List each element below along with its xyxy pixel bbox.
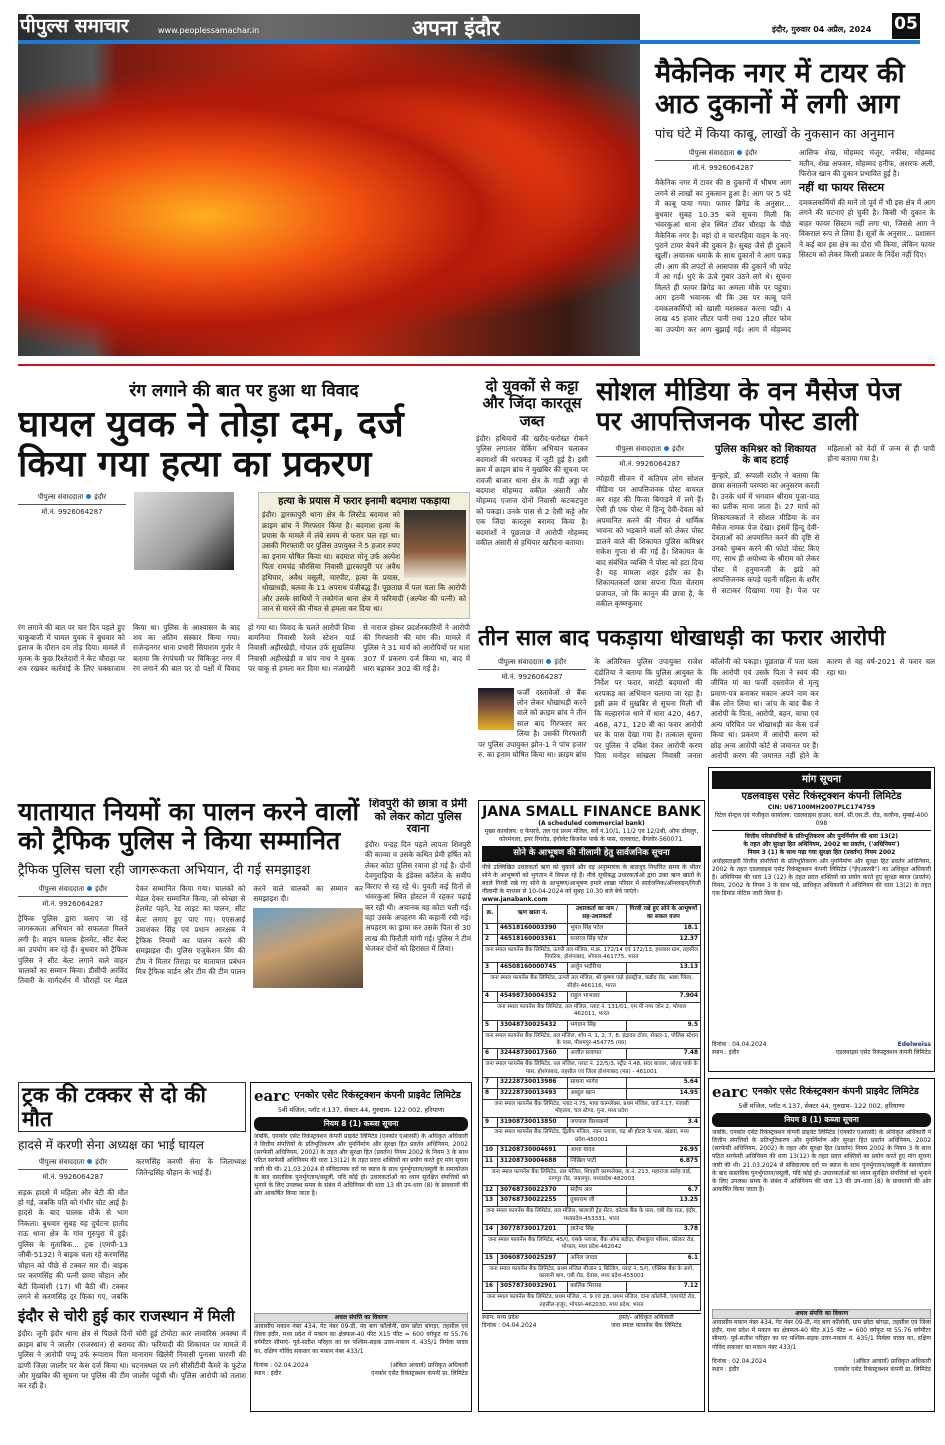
- story-traffic-police: [18, 798, 363, 988]
- notice-signatory: एडलवाइस एसेट रिकंस्ट्रक्शन कंपनी लिमिटेड: [835, 1048, 931, 1056]
- cell-no: 12: [483, 1185, 498, 1196]
- branch-address: जना स्माल फायनेंस बैंक लिमिटेड, तल मंजिल, बालाजी ट्रेड सेंटर, कोटक बैंक के पास, एबी रोड राऊ, इंदौर, मध्यप्रदेश-453331, भारत: [483, 1207, 701, 1225]
- notice-signatory: (अंकित आचार्य) प्राधिकृत अधिकारी: [390, 1361, 468, 1369]
- section-divider: [18, 364, 935, 366]
- cell-acct: 30778730017201: [497, 1225, 567, 1236]
- branch-address-row: [483, 1060, 701, 1078]
- branch-address-row: [483, 1099, 701, 1117]
- table-row: [483, 1078, 701, 1089]
- bank-name: JANA SMALL FINANCE BANK: [482, 804, 701, 820]
- dot-icon: [86, 494, 91, 499]
- table-row: [483, 934, 701, 945]
- table-row: [483, 1185, 701, 1196]
- dot-icon: [737, 150, 742, 155]
- cell-no: 1: [483, 923, 498, 934]
- property-title: अचल संपत्ति का विवरण: [712, 1309, 931, 1319]
- cell-no: 5: [483, 1020, 498, 1031]
- table-row: [483, 1282, 701, 1293]
- table-row: [483, 1225, 701, 1236]
- cell-name: राहुल भाभवार: [568, 992, 626, 1003]
- cell-name: संदीप आर: [568, 1185, 626, 1196]
- branch-address-row: [483, 1167, 701, 1185]
- cell-acct: 30768730022370: [497, 1185, 567, 1196]
- story-cartridge-seized: [476, 378, 588, 549]
- reporter: पीपुल्स संवाददाता: [497, 658, 544, 667]
- notice-place: स्थान : इंदौर: [712, 1365, 739, 1373]
- article-body-2: दमकलकर्मियों की मानें तो पूर्व में भी इस क्षेत्र में आग लगने की घटनाएं हो चुकी है। किसी भी दुकान के बाहर फायर सिस्टम नहीं लगा था, जिससे आग ने विकराल रूप ले लिया है। सूत्रों के अनुसार... प्रशासन ने कई बार इस क्षेत्र का दौरा भी किया, लेकिन फायर सिस्टम को लेकर किसी प्रकार के निर्देश नहीं दिए।: [799, 198, 935, 260]
- cell-wt: 6.875: [626, 1156, 700, 1167]
- cell-acct: 32448730017360: [497, 1049, 567, 1060]
- cell-wt: 6.1: [626, 1253, 700, 1264]
- newspaper-logo: पीपुल्स समाचार: [20, 15, 129, 37]
- table-row: [483, 1117, 701, 1128]
- headline: मैकेनिक नगर में टायर की आठ दुकानों में लगी आग: [655, 58, 905, 121]
- notice-signatory: हस्ते/- अधिकृत अधिकारी: [618, 1314, 674, 1322]
- cell-name: अब्दुल खान: [568, 1088, 626, 1099]
- city: इंदौर: [95, 884, 107, 893]
- company-name: एनकोर एसेट रिकंस्ट्रक्शन कंपनी प्राइवेट लिमिटेड: [752, 1085, 919, 1097]
- cell-wt: 13.13: [626, 963, 700, 974]
- notice-body: जबकि, एनकोर एसेट रिकंस्ट्रक्शन कंपनी प्राइवेट लिमिटेड (एनकोर एआरसी) के अधिकृत अधिकारी ने वित्तीय संपत्तियों के प्रतिभूतिकरण और पुनर्निर्माण और सुरक्षा हित प्रवर्तन अधिनियम, 2002 (सरफेसी अधिनियम, 2002) के तहत और सुरक्षा हित (प्रवर्तन) नियम 2002 के नियम 3 के साथ पठित सरफेसी अधिनियम की धारा 13(12) के तहत प्रदत्त शक्तियों का प्रयोग करते हुए मांग सूचना जारी की थी। 21.03.2024 से संविदात्मक दरों पर ब्याज के साथ पुनर्भुगतान/वसूली के समायोजन के बाद वास्तविक पुनर्भुगतान/वसूली, यदि कोई हो। उधारकर्ताओं का ध्यान सुरक्षित संपत्तियों को भुनाने के लिए उपलब्ध समय के संबंध में अधिनियम की धारा 13 की उप-धारा (8) के प्रावधानों की ओर आकर्षित किया जाता है।: [254, 1133, 468, 1197]
- article-body: ट्रैफिक पुलिस द्वारा चलाए जा रहे जागरूकता अभियान को सफलता मिलने लगी है। वाहन चालक हेलमेट, सीट बेल्ट का उपयोग कर रहे हैं। बुधवार को ट्रैफिक पुलिस ने सीट बेल्ट लगाने वाले वाहन चालकों का सम्मान किया। डीसीपी अरविंद तिवारी के मार्गदर्शन में चौराहों पर मेडल देकर सम्मानित किया गया। चालकों को मेडल देकर सम्मानित किया, जो स्वेच्छा से हेलमेट पहने, रेड लाइट का पालन, सीट बेल्ट लगाए हुए पाए गए। एएसआई उमाशंकर सिंह एवं प्रधान आरक्षक ने ट्रैफिक नियमों का पालन करने की समझाइश दी। पुलिस एजुकेशन विंग की टीम ने मितार तिराहा पर यातायात प्रबंधन मित्र ट्रैफिक वार्डन और टीम की टीम पालन करने वाले चालकों का सम्मान कर समझाइश दी।: [18, 883, 363, 986]
- notice-place: स्थान: मध्य प्रदेश: [482, 1314, 519, 1322]
- notice-date: दिनांक : 02.04.2024: [712, 1357, 767, 1365]
- earc-logo: earc: [254, 1087, 291, 1105]
- notice-place: स्थान : इंदौर: [254, 1369, 281, 1377]
- cell-no: 14: [483, 1225, 498, 1236]
- cell-name: अजीत प्रजापत: [568, 1049, 626, 1060]
- cell-name: ज्ञानेन्द्र सिंह: [568, 1225, 626, 1236]
- col-header: क्र.: [483, 905, 498, 924]
- notice-org: एनकोर एसेट रिकंस्ट्रक्शन कंपनी प्रा. लिमिटेड: [371, 1369, 468, 1377]
- cell-wt: 13.25: [626, 1196, 700, 1207]
- cell-no: 4: [483, 992, 498, 1003]
- table-row: [483, 963, 701, 974]
- cell-acct: 31908730013850: [497, 1117, 567, 1128]
- cell-name: साधना भार्गव: [568, 1078, 626, 1089]
- headline: यातायात नियमों का पालन करने वालों को ट्रैफिक पुलिस ने किया सम्मानित: [18, 797, 359, 855]
- cell-wt: 3.78: [626, 1225, 700, 1236]
- branch-address-row: [483, 945, 701, 963]
- table-row: [483, 1156, 701, 1167]
- cell-no: 6: [483, 1049, 498, 1060]
- cell-no: 16: [483, 1282, 498, 1293]
- branch-address-row: [483, 974, 701, 992]
- notice-body: नीचे उल्लिखित उधारकर्ता ऋण को चुकाने और वह अनुस्मारक के बावजूद निर्धारित समय के भीतर सोने के आभूषणों को भुगतान में विफल रहे हैं। नीचे सूचीबद्ध उधारकर्ताओं द्वारा उक्त ऋण खातों के बदले गिरवी रखे गए सोने के आभूषण/आभूषण हमारे शाखा परिसर में सार्वजनिक/ऑनलाइन/निजी नीलामी के माध्यम से 10-04-2024 को सुबह 10.30 बजे बेचे जाएंगे।: [482, 863, 701, 896]
- notice-org: जना स्माल फायनेंस बैंक लिमिटेड: [610, 1322, 682, 1330]
- headline: इंदौर से चोरी हुई कार राजस्थान में मिली: [18, 1307, 235, 1325]
- cell-name: तुकाराम जी: [568, 1196, 626, 1207]
- cell-wt: 26.95: [626, 1146, 700, 1157]
- cell-wt: 3.4: [626, 1117, 700, 1128]
- col-header: ऋण खाता नं.: [497, 905, 567, 924]
- cell-name: धनराज सिंह पटेल: [568, 934, 626, 945]
- branch-address: जना स्माल फायनेंस बैंक लिमिटेड, ऊपरी तल मंजिल, श्री कृष्णा एग्रो इंडस्ट्रीज, कन्नौद रोड, आष्टा जिला, सीहोर-466116, भारत: [483, 974, 701, 992]
- notice-title-3: नियम 3 (1) के साथ पढ़ा गया सुरक्षा हित (प्रवर्तन) नियम 2002: [747, 849, 896, 857]
- notice-date: दिनांक : 02.04.2024: [254, 1361, 309, 1369]
- cell-wt: 12.37: [626, 934, 700, 945]
- cell-acct: 30608730025297: [497, 1253, 567, 1264]
- branch-address-row: [483, 1031, 701, 1049]
- notice-date: दिनांक : 04.04.2024: [712, 1040, 767, 1048]
- accused-photo: [478, 688, 514, 730]
- story-fraud-accused: [478, 626, 935, 766]
- jana-bank-auction-notice: [478, 800, 705, 1412]
- subhead: ट्रैफिक पुलिस चला रही जागरूकता अभियान, दी गई समझाइश: [18, 862, 311, 878]
- headline: दो युवकों से कट्टा और जिंदा कारतूस जब्त: [482, 377, 582, 430]
- branch-address: जना स्माल फायनेंस बैंक लिमिटेड, तल मंजिल, शॉप नं. 1, 2, 7, 8, इंद्रावत टॉवर, सेक्टर-1, पोलिस स्टेशन के पास, पीथमपुर-454775 (मप्र): [483, 1031, 701, 1049]
- article-body: मैकेनिक नगर में टायर की 8 दुकानों में भीषण आग लगने से लाखों का नुकसान हुआ है। आग पर 5 घंटे में काबू पाया गया। फायर ब्रिगेड के अनुसार... बुधवार सुबह 10.35 बजे सूचना मिली कि भंवरकुआं थाना क्षेत्र स्थित टॉवर चौराहा के पीछे मैकेनिक नगर है। वहां दो व चारपहिया वाहन के नए-पुराने टायर बेचने की दुकान है। सुबह जैसे ही दुकानें खुलीं। अचानक धमाके के साथ दुकानों ने आग पकड़ ली। आग की लपटों से आसपास की दुकानें भी चपेट में आ गई। धुएं के ऊंचे गुबार उठने लगे थे। सूचना मिलते ही फायर ब्रिगेड का अमला मौके पर पहुंचा। आग इतनी भयानक थी कि उस पर काबू पाने दमकलकर्मियों को खासी मशक्कत करना पड़ी। 4 लाख 45 हजार लीटर पानी तथा 120 लीटर फोम का उपयोग कर आग बुझाई गई। आग में मोहम्मद आसिफ शेख, मोहम्मद मंजूर, नफीस, मोहम्मद मतीन, शेख अफसर, मोहम्मद हनीफ, अशरफ अली, फिरोज खान की दुकान प्रभावित हुई है।: [655, 148, 935, 334]
- subhead: पुलिस कमिश्नर को शिकायत के बाद हटाई: [714, 443, 817, 467]
- company-address: 5वीं मंजिल, प्लॉट नं.137, सेक्टर 44, गुरुग्राम- 122 002, हरियाणा: [738, 1102, 905, 1111]
- page-number: 05: [892, 13, 920, 39]
- cell-acct: 32228730013986: [497, 1078, 567, 1089]
- traffic-police-photo: [253, 908, 363, 988]
- article-body: इंदौर। हथियारों की खरीद-फरोख्त रोकने पुलिस लगातार चेकिंग अभियान चलाकर बदमाशों की धरपकड़ में जुटी हुई है। इसी क्रम में क्राइम ब्रांच ने मुखबिर की सूचना पर रावजी बाजार थाना क्षेत्र के गाड़ी अड्डा से बदमाश मोहम्मद वकील अंसारी और मोहम्मद एजाज दोनों निवासी कटकटपुरा को पकड़ा। उनके पास से 2 देसी कट्टे और एक जिंदा कारतूस बरामद किया है। बदमाशों ने पूछताछ में आरोपी मोहम्मद वकील अंसारी से हथियार खरीदना बताया।: [476, 433, 588, 548]
- city: इंदौर: [94, 492, 107, 501]
- headline: शिवपुरी की छात्रा व प्रेमी को लेकर कोटा पुलिस रवाना: [369, 798, 467, 836]
- branch-address: जना स्माल फायनेंस बैंक लिमिटेड, ऊपरी तल मंजिल, म.क्र. 172/14 एवं 172/13, हथवास ग्राम, तहसील पिपरिया, होशंगाबाद, भोपाल-461775, भारत: [483, 945, 701, 963]
- earc-logo: earc: [712, 1083, 749, 1101]
- bank-tagline: (A scheduled commercial bank): [538, 820, 645, 828]
- branch-address: जना स्माल फायनेंस बैंक लिमिटेड, प्लाट नं.75, माया काम्प्लेक्स, प्रथम मंजिल, वार्ड नं.17, पंजाबी मोहल्ला, चल स्टेण्ड, गुना, मध्य प्रदेश: [483, 1099, 701, 1117]
- cell-wt: 7.904: [626, 992, 700, 1003]
- cell-name: भगवान सिंह: [568, 1020, 626, 1031]
- earc-possession-notice: [708, 1078, 935, 1412]
- branch-address: जना स्माल फायनेंस बैंक लिमिटेड, प्रथम मंजिल मीजान 1 बिल्डिंग, प्लाट नं. 5/ए, एक्सिस बैंक के आगे, कालानी बाग, एबी रोड, देवास, मध्य प्रदेश-455001: [483, 1264, 701, 1282]
- cell-no: 13: [483, 1196, 498, 1207]
- cell-name: कार्तिक मिरासा: [568, 1282, 626, 1293]
- notice-title-2: के तहत और सुरक्षा हित अधिनियम, 2002 का प्रवर्तन, ('अधिनियम'): [743, 841, 900, 849]
- branch-address: जना स्माल फायनेंस बैंक लिमिटेड, तल मंजिल, प्लाट नं. 22/5/3, स्ट्रीट नं.48, सदर बाजार, ओल्ड पार्क के पास, होशंगाबाद, तहसील एवं जिला होशंगाबाद (मप्र) - 461001: [483, 1060, 701, 1078]
- headline: ट्रक की टक्कर से दो की मौत: [18, 1082, 246, 1132]
- cell-no: 7: [483, 1078, 498, 1089]
- cell-acct: 30768730022255: [497, 1196, 567, 1207]
- mobile: मो.नं. 9926064287: [619, 459, 681, 468]
- reporter: पीपुल्स संवाददाता: [615, 444, 662, 453]
- story-murder-case: [18, 378, 470, 788]
- website-link[interactable]: www.peoplessamachar.in: [158, 26, 260, 35]
- notice-title: नियम 8 (1) कब्जा सूचना: [712, 1113, 931, 1127]
- kicker: रंग लगाने की बात पर हुआ था विवाद: [129, 381, 359, 401]
- table-row: [483, 1020, 701, 1031]
- cell-name: जयपाल विश्वकर्मा: [568, 1117, 626, 1128]
- article-body-2: कुन्हारे, डॉ. रूपाली राठौर ने बताया कि छात्रा सनातनी परम्परा का अनुसरण करती है। उनके धर्म में भगवान श्रीराम पूजा-पाठ का प्रतीक माना जाता है। 27 मार्च को शिकायतकर्ता ने सोशल मीडिया के वन मैसेज नामक पेज देखा। इसमें हिन्दू देवी-देवताओं को अपमानित करने की दृष्टि से उनको चुम्बन करने की फोटो पोस्ट किए गए, साथ ही अयोध्या के श्रीराम को लेकर पोस्ट में हनुमानजी के झंडे को आपत्तिजनक कपड़े पहनी महिला के शरीर से सटाकर दिखाया गया है। पेज पर महिलाओं को वेदों में जन्म से ही पापी होना बताया गया है।: [711, 443, 935, 595]
- cell-wt: 6.7: [626, 1185, 700, 1196]
- story-stolen-car: [18, 1308, 246, 1392]
- branch-address: जना स्माल फायनेंस बैंक लिमिटेड, 45/ए, एसके प्लाजा, बैंक ऑफ बड़ौदा, बीमाकुंज परिसर, कोलार रोड, भोपाल, मध्य प्रदेश-462042: [483, 1235, 701, 1253]
- issue-date: इंदौर, गुरुवार 04 अप्रैल, 2024: [772, 25, 872, 34]
- fire-photo: [18, 44, 640, 356]
- notice-org: एनकोर एसेट रिकंस्ट्रक्शन कंपनी प्रा. लिमिटेड: [834, 1365, 931, 1373]
- article-body: फर्जी दस्तावेजों से बैंक लोन लेकर धोखाधड़ी करने वाले को क्राइम ब्रांच ने तीन साल बाद गिरफ्तार कर लिया है। उसकी गिरफ्तारी पर पुलिस उपायुक्त झोन-1 ने पांच हजार रु. का इनाम घोषित किया था। क्राइम ब्रांच के अतिरिक्त पुलिस उपायुक्त राजेश दंडोतिया ने बताया कि पुलिस आयुक्त के निर्देश पर फरार, वारंटी बदमाशों की धरपकड़ का अभियान चलाया जा रहा है। इसी क्रम में मुखबिर से सूचना मिली थी कि मल्हारगंज थाने में धारा 420, 467, 468, 471, 120 बी का फरार आरोपी घर के पास देखा गया है। तत्काल सूचना पर पुलिस ने दबिश देकर आरोपी करण पिता मनोहर सांखला निवासी जनता कॉलोनी को पकड़ा। पूछताछ में पता चला कि आरोपी एवं उसके पिता ने स्वयं की जीवित मां का फर्जी दस्तावेज से मृत्यु प्रमाण-पत्र बनाकर मकान अपने नाम कर बैंक लोन लिया था। जांच के बाद बैंक ने आरोपी के पिता, आरोपी, बहन, चाचा एवं अन्य परिचित पर धोखाधड़ी का केस दर्ज किया था। प्रकरण में आरोपी करण को छोड़ अन्य आरोपी कोर्ट से जमानत पर हैं। आरोपी करण की जमानत नहीं होने के कारण से वह वर्ष-2021 से फरार चल रहा था।: [478, 657, 935, 761]
- cell-name: आशा यादव: [568, 1146, 626, 1157]
- table-row: [483, 1088, 701, 1099]
- property-details: आवासीय मकान नंबर 434, गेट नंबर 09-डी, नंद बाग कॉलोनी, ग्राम छोटा बांगड़ा, तहसील एवं जिला इंदौर, मध्य प्रदेश में मकान का क्षेत्रफल-40 फीट X15 फीट = 600 वर्गफुट या 55.76 वर्गमीटर सीमाएं- पूर्व-सतीश परिहार का घर पश्चिम-सड़क उत्तर-मकान नं. 435/1 निर्मला यादव का, दक्षिण गोविंद सकवार का मकान नंबर 433/1: [712, 1319, 931, 1351]
- notice-signatory: (अंकित आचार्य) प्राधिकृत अधिकारी: [853, 1357, 931, 1365]
- table-row: [483, 923, 701, 934]
- property-title: अचल संपत्ति का विवरण: [254, 1313, 468, 1323]
- article-body: त्योहारी सीजन में कतिपय लोग सोशल मीडिया पर आपत्तिजनक पोस्ट वायरल कर शहर की फिजा बिगाड़ने में लगे हैं। ऐसी ही एक पोस्ट में हिन्दू देवी-देवता को अपमानित करने की नीयत से धार्मिक भावना को भड़काने वालों को लेकर पोस्ट डालने वाले की शिकायत पुलिस कमिश्नर राकेश गुप्ता से की गई है। शिकायत के बाद संबंधित व्यक्ति ने पोस्ट को हटा दिया है। यह मामला शहर इंदौर का है। शिकायतकर्ता छात्रा सपना पिता चेतराम प्रजापत, जो कि कानून की छात्रा है, के वकील कृष्णकुमार: [596, 474, 704, 609]
- reporter: पीपुल्स संवाददाता: [38, 1158, 85, 1167]
- cell-name: भूपत सिंह पटेल: [568, 923, 626, 934]
- earc-possession-notice: [250, 1082, 472, 1412]
- mobile: मो.नं. 9926064287: [42, 899, 104, 908]
- cell-acct: 33048730025432: [497, 1020, 567, 1031]
- cin: CIN: U67100MH2007PLC174759: [767, 804, 876, 811]
- branch-address: जना स्माल फायनेंस बैंक लिमिटेड, तल मंजिल, प्लाट नं. 131/01, एम पी नगर जोन 2, भोपाल 462011, भारत: [483, 1002, 701, 1020]
- cell-acct: 31208730004691: [497, 1146, 567, 1157]
- city: इंदौर: [95, 1158, 108, 1167]
- cell-wt: 14.95: [626, 1088, 700, 1099]
- branch-address-row: [483, 1207, 701, 1225]
- property-details: आवासीय मकान नंबर 434, गेट नंबर 09-डी, नंद बाग कॉलोनी, ग्राम छोटा बांगड़ा, तहसील एवं जिला इंदौर, मध्य प्रदेश में मकान का क्षेत्रफल-40 फीट X15 फीट = 600 वर्गफुट या 55.76 वर्गमीटर सीमाएं- पूर्व-सतीश परिहार का घर पश्चिम-सड़क उत्तर-मकान नं. 435/1 निर्मला यादव का, दक्षिण गोविंद सकवार का मकान नंबर 433/1: [254, 1323, 468, 1355]
- knife-photo: [134, 492, 234, 570]
- cell-acct: 45498730004352: [497, 992, 567, 1003]
- story-shivpuri-student: [365, 798, 471, 1073]
- city: इंदौर: [745, 149, 758, 158]
- reporter: पीपुल्स संवाददाता: [38, 884, 85, 893]
- mobile: मो.नं. 9926064287: [501, 673, 563, 682]
- accused-photo: [404, 510, 466, 578]
- cell-wt: 5.64: [626, 1078, 700, 1089]
- edelweiss-logo: Edelweiss: [897, 1040, 931, 1048]
- city: इंदौर: [554, 658, 567, 667]
- reporter: पीपुल्स संवाददाता: [37, 492, 84, 501]
- col-header: गिरवी रखे हुए सोने के आभूषणों का सकल वजन: [626, 905, 700, 924]
- cell-no: 10: [483, 1146, 498, 1157]
- story-social-media-post: [596, 378, 935, 618]
- reporter: पीपुल्स संवाददाता: [688, 149, 735, 158]
- article-body: सड़क हादसे में महिला और बेटी की मौत हो गई, जबकि पति को गंभीर चोट आई है। हादसे के बाद चालक मौके से भाग निकला। बुधवार सुबह यह दुर्घटना हातोद राऊ थाना क्षेत्र के गांव गुरुपुरा में हुई। पुलिस के मुताबिक... ट्रक (एमपी-13 जीबी-5132) ने बाइक चला रहे करणसिंह चौहान को पीछे से टक्कर मार दी। बाइक पर करणसिंह की पत्नी छाया चौहान और बेटी दिव्यांशी (17) भी बैठी थीं। टक्कर लगने से करणसिंह दूर फिका गए, जबकि करणसिंह करणी सेना के जिलाध्यक्ष जितेन्द्रसिंह चौहान के भाई हैं।: [18, 1157, 246, 1300]
- cell-no: 9: [483, 1117, 498, 1128]
- company-address: 5वीं मंजिल, प्लॉट नं.137, सेक्टर 44, गुरुग्राम- 122 002, हरियाणा: [277, 1106, 445, 1115]
- notice-title-1: वित्तीय परिसंपत्तियों के प्रतिभूतिकरण और पुनर्निर्माण की धारा 13(2): [744, 833, 899, 841]
- cell-wt: 7.48: [626, 1049, 700, 1060]
- table-row: [483, 1049, 701, 1060]
- story-tyre-fire: [655, 58, 935, 338]
- dot-icon: [87, 886, 92, 891]
- cell-name: निखिल पाटी: [568, 1156, 626, 1167]
- bank-website[interactable]: www.janabank.com: [482, 896, 548, 904]
- cell-wt: 7.12: [626, 1282, 700, 1293]
- cell-no: 2: [483, 934, 498, 945]
- subhead: हादसे में करणी सेना अध्यक्ष का भाई घायल: [18, 1138, 204, 1153]
- table-row: [483, 1253, 701, 1264]
- company-name: एडलवाइस एसेट रिकंस्ट्रक्शन कंपनी लिमिटेड: [741, 790, 902, 802]
- bank-office: मुख्य कार्यालय: द फेयरवे, तल एवं प्रथम मंजिल, सर्वे नं.10/1, 11/2 एवं 12/2बी, ऑफ डोमलुर, कोरमंगला, इनर रिंगरोड, इंगोलेट बिजनेस पार्क के पास, चल्लाघट, बैंगलोर-560071.: [484, 828, 699, 844]
- article-body: इंदौर। पन्द्रह दिन पहले लापता शिवपुरी की काव्या व उसके कथित प्रेमी हर्षित को लेकर कोटा पुलिस रवाना हो गई है। दोनों देवगुराड़िया के इंडेक्स कॉलेज के समीप किराए से रह रहे थे। युवती कई दिनों से भंवरकुआं स्थित होस्टल में रहकर पढ़ाई कर रही थी। अचानक वह कोटा चली गई। वहां उसके अपहरण की कहानी रची गई। अपहरण का ड्रामा कर उसके पिता से 30 लाख की फिरौती मांगी गई। पुलिस ने टीम भेजकर दोनों को हिरासत में लिया।: [365, 839, 471, 954]
- table-row: [483, 1196, 701, 1207]
- edelweiss-demand-notice: [708, 767, 935, 1072]
- cell-no: 3: [483, 963, 498, 974]
- branch-address-row: [483, 1264, 701, 1282]
- notice-title: नियम 8 (1) कब्जा सूचना: [254, 1117, 468, 1131]
- mobile: मो.नं. 9926064287: [41, 507, 103, 516]
- cell-name: अनिल जादव: [568, 1253, 626, 1264]
- cell-acct: 46518160003361: [497, 934, 567, 945]
- cell-no: 11: [483, 1156, 498, 1167]
- branch-address-row: [483, 1128, 701, 1146]
- subhead-2: नहीं था फायर सिस्टम: [799, 181, 885, 195]
- branch-address-row: [483, 1235, 701, 1253]
- cell-acct: 46518160003390: [497, 923, 567, 934]
- notice-bar: मांग सूचना: [712, 771, 931, 789]
- cell-acct: 46508160000745: [497, 963, 567, 974]
- branch-address: जना स्माल फायनेंस बैंक लिमिटेड, तल मंजिल, शिवहरी काम्पलेक्स, क.नं. 213, महाराजा सलेह वार्ड, नागपुर रोड, जबलपुर, मध्यप्रदेश-482003: [483, 1167, 701, 1185]
- dot-icon: [87, 1159, 92, 1164]
- mobile: मो.नं. 9926064287: [42, 1173, 104, 1182]
- office-address: रिटेल सेन्ट्रल एवं पंजीकृत कार्यालय: एडलवाइस हाउस, कार्य. सी.एस.टी. रोड, कलीना, मुम्बई-400 098: [712, 812, 931, 831]
- cell-name: अर्जुन भदौरिया: [568, 963, 626, 974]
- section-title: अपना इंदौर: [412, 16, 500, 40]
- story-truck-accident: [18, 1082, 246, 1300]
- branch-address: जना स्माल फायनेंस बैंक लिमिटेड, प्रथम मंजिल, नं. 9 एवं 28, प्रथम मंजिल, दाना कॉलोनी, एयरपोर्ट रोड, तहसील-हजूर, भोपाल-462030, मध्य प्रदेश, भारत: [483, 1293, 701, 1311]
- box-headline: हत्या के प्रयास में फरार इनामी बदमाश पकड़ाया: [278, 495, 450, 507]
- city: इंदौर: [672, 444, 684, 453]
- cell-acct: 31208730004688: [497, 1156, 567, 1167]
- dot-icon: [546, 659, 551, 664]
- notice-date: दिनांक : 04.04.2024: [482, 1322, 537, 1330]
- cell-wt: 18.1: [626, 923, 700, 934]
- box-body: इंदौर। द्वारकापुरी थाना क्षेत्र के लिस्टेड बदमाश को क्राइम ब्रांच ने गिरफ्तार किया है। बदमाश हत्या के प्रयास के मामले में लंबे समय से फरार चल रहा था। उसकी गिरफ्तारी पर पुलिस उपायुक्त ने 5 हजार रुपए का इनाम घोषित किया था। बदमाश मोनू उर्फ अल्पेश पिता रामचंद्र चौरसिया निवासी द्वारकापुरी पर अवैध हथियार, अवैध वसूली, मारपीट, हत्या के प्रयास, धोखाधड़ी, बलवा के 11 अपराध पंजीबद्ध हैं। पूछताछ में पता चला कि आरोपी और उसके साथियों ने तकोगंज थाना क्षेत्र में फरियादी (अल्पेश की पत्नी) को जान से मारने की नीयत से हमला कर दिया था।: [262, 510, 466, 614]
- dot-icon: [664, 446, 669, 451]
- cell-no: 15: [483, 1253, 498, 1264]
- table-row: [483, 1146, 701, 1157]
- notice-place: स्थान : इंदौर: [712, 1048, 739, 1056]
- cell-acct: 30578730032901: [497, 1282, 567, 1293]
- auction-table: [482, 904, 701, 1311]
- table-row: [483, 992, 701, 1003]
- headline: घायल युवक ने तोड़ा दम, दर्ज किया गया हत्या का प्रकरण: [18, 404, 404, 486]
- news-box-absconder: [258, 492, 470, 619]
- headline: सोशल मीडिया के वन मैसेज पेज पर आपत्तिजनक पोस्ट डाली: [596, 378, 901, 437]
- notice-body: जबकि, एनकोर एसेट रिकंस्ट्रक्शन कंपनी प्राइवेट लिमिटेड (एनकोर एआरसी) के अधिकृत अधिकारी ने वित्तीय संपत्तियों के प्रतिभूतिकरण और पुनर्निर्माण और सुरक्षा हित प्रवर्तन अधिनियम, 2002 (सरफेसी अधिनियम, 2002) के तहत और सुरक्षा हित (प्रवर्तन) नियम 2002 के नियम 3 के साथ पठित सरफेसी अधिनियम की धारा 13(12) के तहत प्रदत्त शक्तियों का प्रयोग करते हुए मांग सूचना जारी की थी। 21.03.2024 से संविदात्मक दरों पर ब्याज के साथ पुनर्भुगतान/वसूली के समायोजन के बाद वास्तविक पुनर्भुगतान/वसूली, यदि कोई हो। उधारकर्ताओं का ध्यान सुरक्षित संपत्तियों को भुनाने के लिए उपलब्ध समय के संबंध में अधिनियम की धारा 13 की उप-धारा (8) के प्रावधानों की ओर आकर्षित किया जाता है।: [712, 1129, 931, 1193]
- notice-title: सोने के आभूषण की नीलामी हेतु सार्वजनिक सूचना: [482, 846, 701, 861]
- col-header: उधारकर्ता का नाम / सह-उधारकर्ता: [568, 905, 626, 924]
- mobile: मो.नं. 9926064287: [692, 164, 754, 173]
- article-body: इंदौर। जूनी इंदौर थाना क्षेत्र से पिछले दिनों चोरी हुई टोयोटा कार लावारिस अवस्था में क्राइम ब्रांच ने जालौर (राजस्थान) से बरामद की। फरियादी की शिकायत पर मामले में पुलिस ने आरोपी पप्पू उर्फ रूपाराम पिता मानाराम खिलेरी निवासी पुनासा चारणी की ढाणी जिला जालौर पर केस दर्ज किया था। घटनास्थल पर लगे सीसीटीवी कैमरे के फुटेज और मुखबिर की सूचना पर पुलिस की टीम जालौर पहुंची थी। पुलिस आरोपी को तलाश कर रही है।: [18, 1329, 246, 1391]
- cell-acct: 32228730013493: [497, 1088, 567, 1099]
- branch-address-row: [483, 1002, 701, 1020]
- branch-address-row: [483, 1293, 701, 1311]
- cell-no: 8: [483, 1088, 498, 1099]
- subhead: पांच घंटे में किया काबू, लाखों के नुकसान का अनुमान: [655, 126, 895, 142]
- branch-address: जना स्माल फायनेंस बैंक लिमिटेड, द्वितीय मंजिल, नवन प्लाजा, चंद्र श्री होटल के पास, खंडवा, मध्य प्रदेश-450001: [483, 1128, 701, 1146]
- article-body: रंग लगाने की बात पर चार दिन पहले हुए चाकूबाजी में घायल युवक ने बुधवार को इलाज के दौरान दम तोड़ दिया। मामले में मृतक के कुछ रिश्तेदारों ने केट चौराहा पर शव रखकर कार्रवाई के लिए चक्काजाम किया था। पुलिस के आश्वासन के बाद शव का अंतिम संस्कार किया गया। राजेन्द्रनगर थाना प्रभारी सियाराम गुर्जर ने बताया कि रंगपंचमी पर चिकित्रूट नगर में रंग लगाने की बात पर दो पक्षों में विवाद हो गया था। विवाद के चलते आरोपी शिवा बामनिया निवासी रेलवे स्टेशन यार्ड निवासी अहीरखेड़ी, गोपाल उर्फ सुखलिया निवासी अहीरखेड़ी व चांप नाथ ने युवक पर चाकू से हमला कर दिया था। नजाखेरी से नाराज होकर प्रदर्शनकारियों ने आरोपी की गिरफ्तारी की मांग की। मामले में पुलिस ने 31 मार्च को आरोपियों पर धारा 307 में प्रकरण दर्ज किया था, बाद में धारा बढ़ाकर 302 की गई है।: [18, 622, 470, 674]
- notice-body: अधोहस्ताक्षरी वित्तीय संपत्तियों के प्रतिभूतिकरण और पुनर्निर्माण और सुरक्षा हित प्रवर्तन अधिनियम, 2002 के तहत एडलवाइस एसेट रिकंस्ट्रक्शन कंपनी लिमिटेड ("ईएआरसी") का अधिकृत अधिकारी है। अधिनियम की धारा 13 (12) के तहत प्रदत्त शक्तियों का प्रयोग करते हुए सुरक्षा ब्याज (प्रवर्तन) नियम, 2002 के नियम 3 के साथ पढ़ें, प्राधिकृत अधिकारी ने अधिनियम की धारा 13(2) के तहत एक डिमांड नोटिस जारी किया है।: [712, 857, 931, 897]
- company-name: एनकोर एसेट रिकंस्ट्रक्शन कंपनी प्राइवेट लिमिटेड: [294, 1089, 461, 1101]
- headline: तीन साल बाद पकड़ाया धोखाधड़ी का फरार आरोपी: [478, 626, 886, 651]
- cell-wt: 9.5: [626, 1020, 700, 1031]
